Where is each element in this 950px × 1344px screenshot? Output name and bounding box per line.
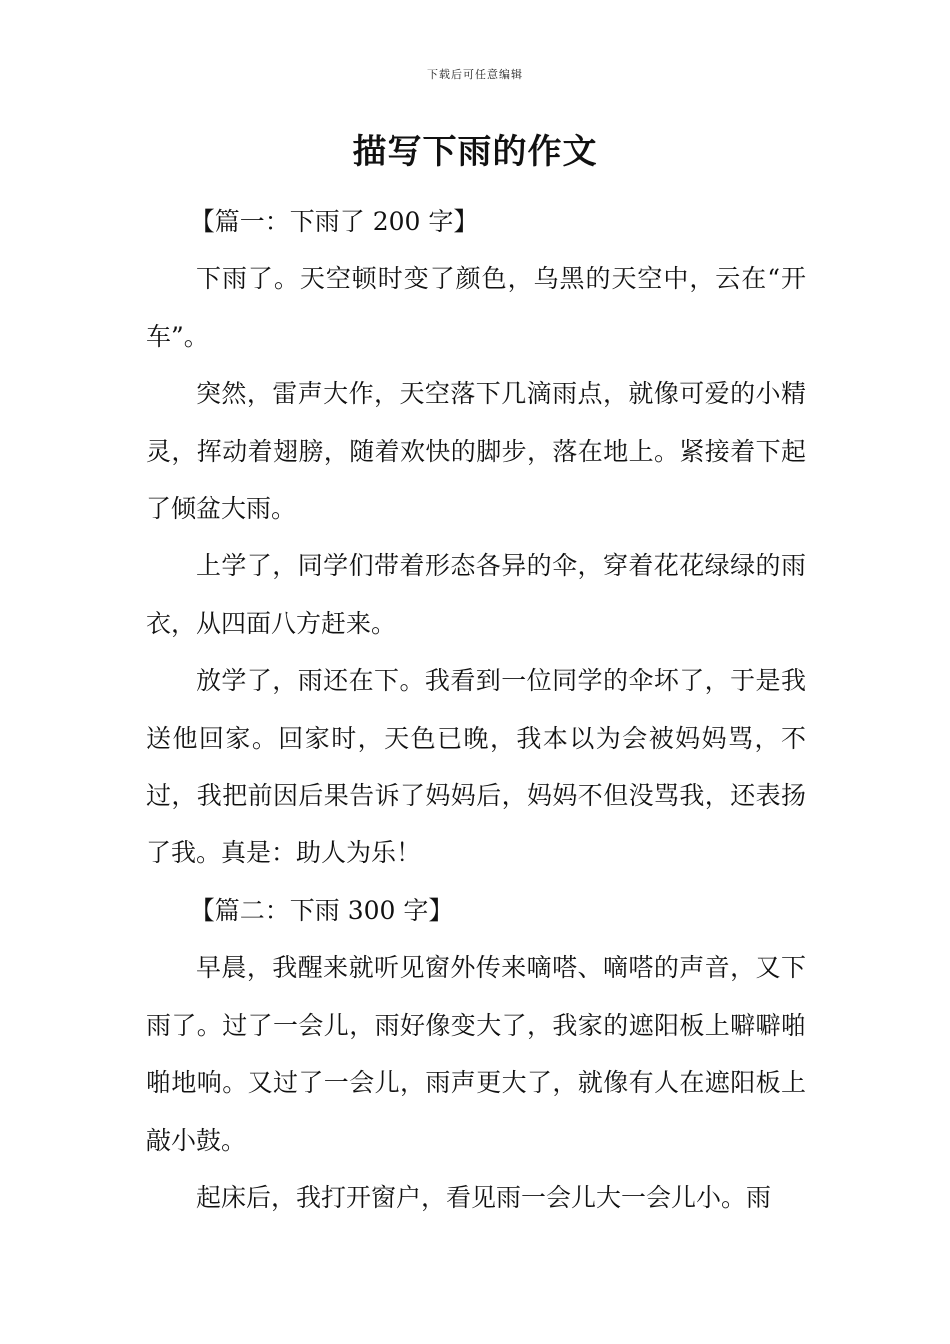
page-header-note: 下载后可任意编辑 — [427, 68, 523, 81]
paragraph: 早晨，我醒来就听见窗外传来嘀嗒、嘀嗒的声音，又下雨了。过了一会儿，雨好像变大了，我家的遮阳板上噼噼啪啪地响。又过了一会儿，雨声更大了，就像有人在遮阳板上敲小鼓。 — [146, 953, 806, 1155]
document-body — [146, 193, 806, 1226]
document-title: 描写下雨的作文 — [352, 132, 598, 172]
paragraph: 突然，雷声大作，天空落下几滴雨点，就像可爱的小精灵，挥动着翅膀，随着欢快的脚步，落在地上。紧接着下起了倾盆大雨。 — [146, 379, 806, 524]
paragraph: 下雨了。天空顿时变了颜色，乌黑的天空中，云在“开车”。 — [146, 264, 806, 351]
paragraph: 上学了，同学们带着形态各异的伞，穿着花花绿绿的雨衣，从四面八方赶来。 — [146, 551, 806, 638]
section-heading-2: 【篇二：下雨 300 字】 — [189, 895, 454, 925]
section-heading-1: 【篇一：下雨了 200 字】 — [189, 207, 479, 236]
paragraph: 起床后，我打开窗户，看见雨一会儿大一会儿小。雨 — [196, 1182, 772, 1212]
paragraph: 放学了，雨还在下。我看到一位同学的伞坏了，于是我送他回家。回家时，天色已晚，我本以为会被妈妈骂，不过，我把前因后果告诉了妈妈后，妈妈不但没骂我，还表扬了我。真是：助人为乐！ — [146, 666, 806, 868]
